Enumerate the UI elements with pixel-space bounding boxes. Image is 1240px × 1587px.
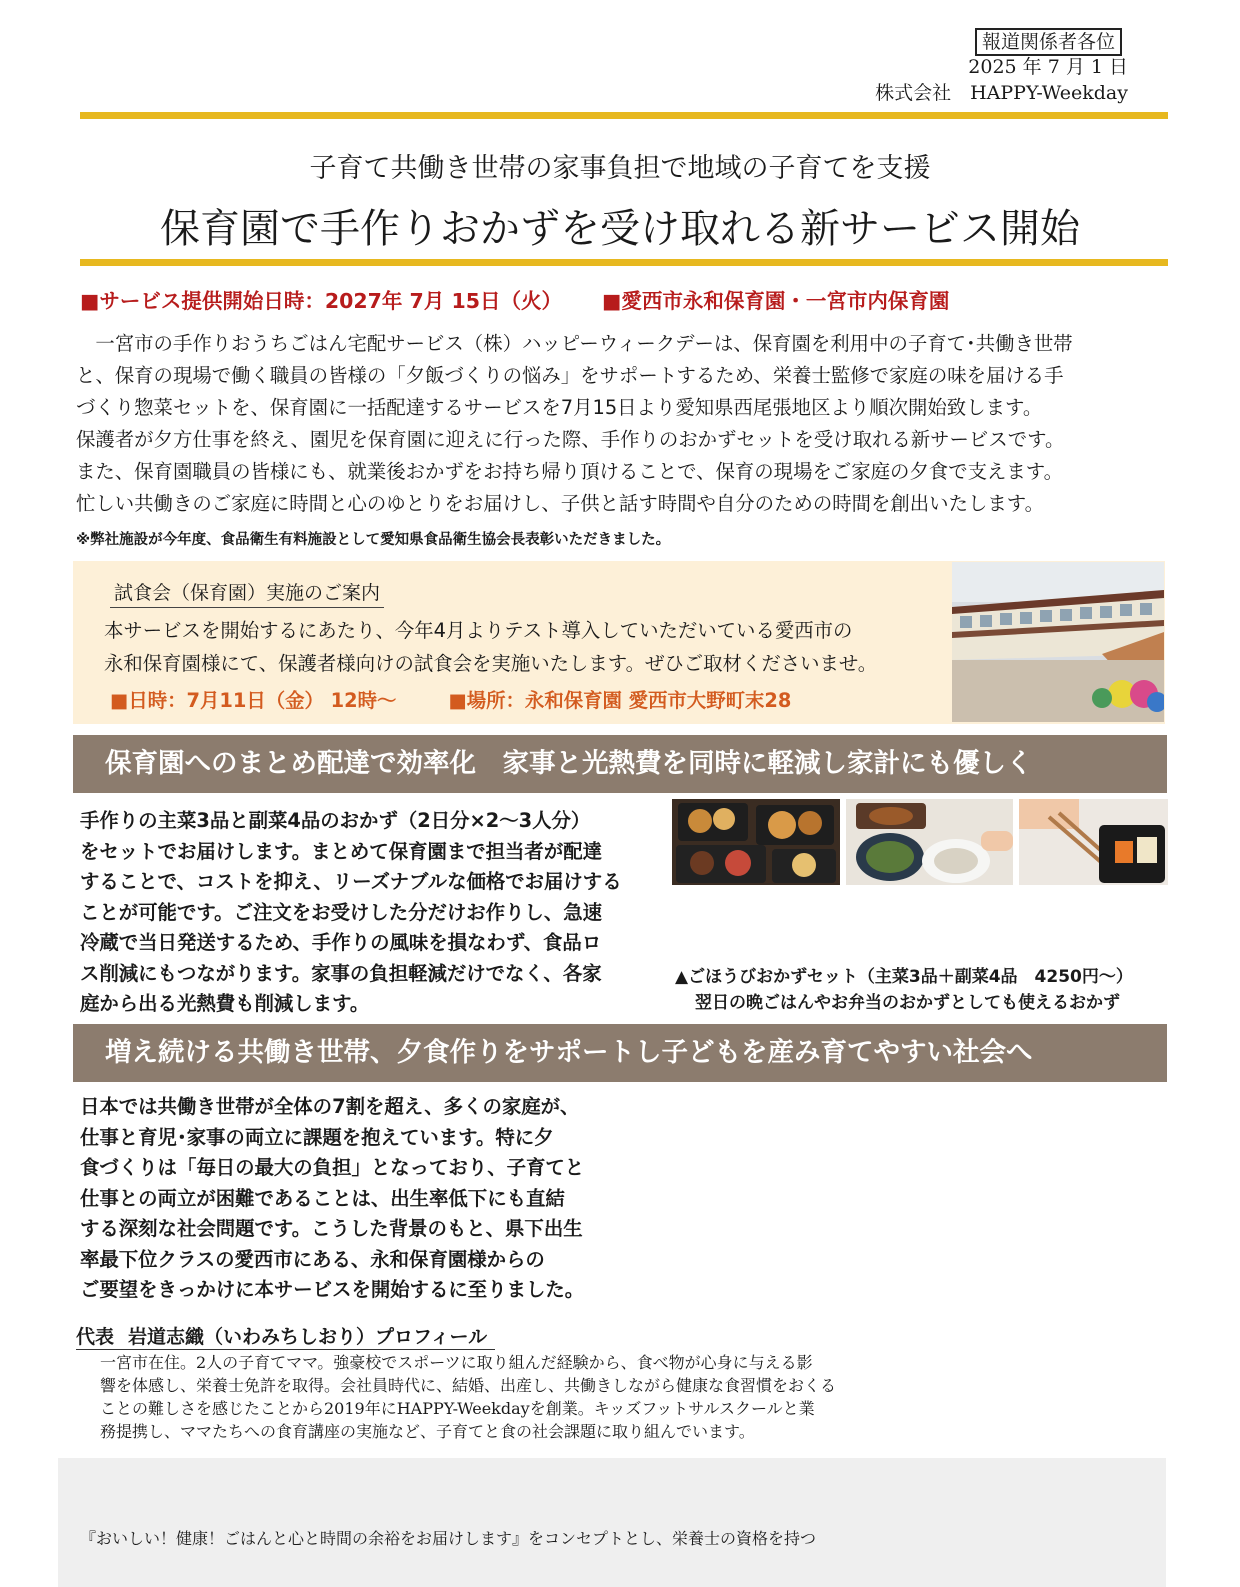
section2-line: ご要望をきっかけに本サービスを開始するに至りました。: [80, 1278, 585, 1301]
section2-line: 日本では共働き世帯が全体の7割を超え、多くの家庭が、: [80, 1095, 580, 1118]
section1-line: ス削減にもつながります。家事の負担軽減だけでなく、各家: [80, 961, 602, 985]
section2-line: 食づくりは「毎日の最大の負担」となっており、子育てと: [80, 1156, 585, 1179]
tasting-line: 永和保育園様にて、保護者様向けの試食会を実施いたします。ぜひご取材くださいませ。: [104, 652, 878, 675]
profile-text: [100, 1351, 836, 1443]
section1-line: をセットでお届けします。まとめて保育園まで担当者が配達: [80, 839, 602, 863]
footer-box: [58, 1458, 1166, 1587]
company-name: 株式会社 HAPPY-Weekday: [875, 82, 1128, 104]
intro-line: 一宮市の手作りおうちごはん宅配サービス（株）ハッピーウィークデーは、保育園を利用中の子育て･共働き世帯: [76, 332, 1073, 355]
side-dishes-photo: [846, 799, 1013, 885]
section2-line: 仕事との両立が困難であることは、出生率低下にも直結: [80, 1186, 565, 1210]
section1-line: 冷蔵で当日発送するため、手作りの風味を損なわず、食品ロ: [80, 931, 602, 954]
footer-concept: 『おいしい！健康！ごはんと心と時間の余裕をお届けします』をコンセプトとし、栄養士の資格を持つ: [80, 1529, 817, 1548]
section2-line: 率最下位クラスの愛西市にある、永和保育園様からの: [80, 1247, 545, 1271]
intro-line: また、保育園職員の皆様にも、就業後おかずをお持ち帰り頂けることで、保育の現場をご家庭の夕食で支えます。: [76, 460, 1063, 483]
bento-chopsticks-photo: [1019, 799, 1168, 885]
profile-title: [76, 1322, 495, 1350]
service-start: ■サービス提供開始日時：2027年 7月 15日（火）: [80, 289, 562, 313]
profile-name: 岩道志織（いわみちしおり）プロフィール: [128, 1326, 488, 1348]
section2-banner: 増え続ける共働き世帯、夕食作りをサポートし子どもを産み育てやすい社会へ: [73, 1024, 1167, 1082]
intro-line: と、保育の現場で働く職員の皆様の「夕飯づくりの悩み」をサポートするため、栄養士監修で家庭の味を届ける手: [76, 364, 1064, 387]
section1-line: 手作りの主菜3品と副菜4品のおかず（2日分×2～3人分）: [80, 809, 591, 832]
section1-line: することで、コストを抑え、リーズナブルな価格でお届けする: [80, 870, 622, 893]
tasting-date: ■日時：7月11日（金） 12時～: [110, 689, 397, 712]
nursery-school-photo: [952, 562, 1164, 722]
section1-line: 庭から出る光熱費も削減します。: [80, 992, 370, 1015]
food-set-caption: ▲ごほうびおかずセット（主菜3品＋副菜4品 4250円～）: [675, 967, 1133, 987]
profile-line: 一宮市在住。2人の子育てママ。強豪校でスポーツに取り組んだ経験から、食べ物が心身に与える影: [100, 1353, 813, 1372]
section2-text: [80, 1092, 584, 1306]
tasting-schedule: [110, 685, 791, 713]
intro-line: づくり惣菜セットを、保育園に一括配達するサービスを7月15日より愛知県西尾張地区より順次開始致します。: [76, 396, 1043, 419]
intro-paragraph: [76, 328, 1166, 520]
intro-line: 保護者が夕方仕事を終え、園児を保育園に迎えに行った際、手作りのおかずセットを受け取れる新サービスです。: [76, 428, 1065, 451]
section2-line: 仕事と育児･家事の両立に課題を抱えています。特に夕: [80, 1125, 554, 1149]
profile-line: ことの難しさを感じたことから2019年にHAPPY-Weekdayを創業。キッズフットサルスクールと業: [100, 1399, 815, 1418]
food-set-subcaption: 翌日の晩ごはんやお弁当のおかずとしても使えるおかず: [695, 993, 1120, 1013]
section2-line: する深刻な社会問題です。こうした背景のもと、県下出生: [80, 1217, 583, 1240]
intro-line: 忙しい共働きのご家庭に時間と心のゆとりをお届けし、子供と話す時間や自分のための時間を創出いたします。: [76, 492, 1044, 515]
tasting-title: 試食会（保育園）実施のご案内: [110, 578, 384, 608]
food-set-photo: [672, 799, 840, 885]
headline-title: 保育園で手作りおかずを受け取れる新サービス開始: [160, 206, 1080, 252]
release-date: 2025 年 7 月 1 日: [968, 56, 1128, 78]
service-location: ■愛西市永和保育園・一宮市内保育園: [602, 289, 950, 313]
service-info: [80, 284, 949, 314]
tasting-place: ■場所：永和保育園 愛西市大野町末28: [448, 689, 792, 712]
award-note: ※弊社施設が今年度、食品衛生有料施設として愛知県食品衛生協会長表彰いただきました。: [76, 532, 671, 548]
tasting-line: 本サービスを開始するにあたり、今年4月よりテスト導入していただいている愛西市の: [104, 619, 853, 642]
section1-line: ことが可能です。ご注文をお受けした分だけお作りし、急速: [80, 900, 602, 924]
top-divider: [80, 112, 1168, 119]
headline-subtitle: 子育て共働き世帯の家事負担で地域の子育てを支援: [309, 153, 931, 184]
profile-line: 務提携し、ママたちへの食育講座の実施など、子育てと食の社会課題に取り組んでいます。: [100, 1422, 755, 1441]
addressee-label: 報道関係者各位: [975, 28, 1122, 56]
section1-text: [80, 806, 622, 1020]
headline-divider: [80, 259, 1168, 266]
tasting-description: [104, 614, 877, 680]
profile-line: 響を体感し、栄養士免許を取得。会社員時代に、結婚、出産し、共働きしながら健康な食習慣をおくる: [100, 1376, 837, 1395]
section1-banner: 保育園へのまとめ配達で効率化 家事と光熱費を同時に軽減し家計にも優しく: [73, 735, 1167, 793]
profile-role: 代表: [76, 1326, 115, 1348]
